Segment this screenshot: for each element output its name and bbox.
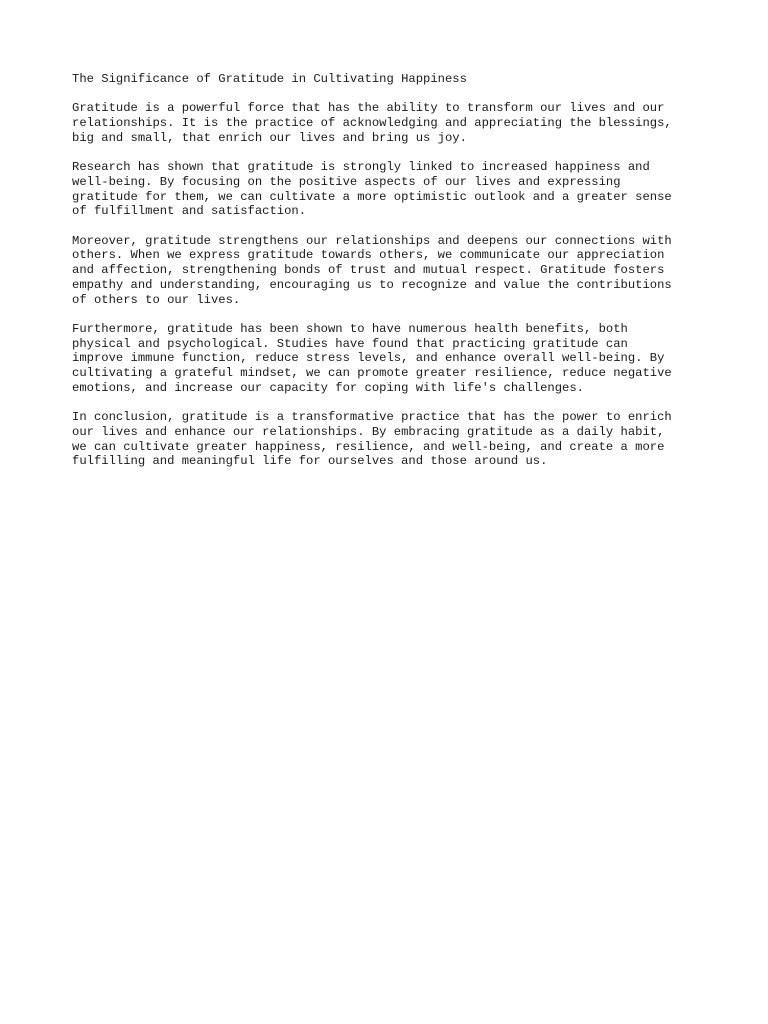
paragraph-line: Moreover, gratitude strengthens our relationships and deepens our connections with <box>72 233 672 248</box>
paragraph-line: Research has shown that gratitude is strongly linked to increased happiness and <box>72 160 650 175</box>
paragraph-line: Furthermore, gratitude has been shown to have numerous health benefits, both <box>72 321 628 336</box>
document-page <box>72 72 712 484</box>
document-title: The Significance of Gratitude in Cultivating Happiness <box>72 72 467 86</box>
paragraph-line: big and small, that enrich our lives and bring us joy. <box>72 130 467 145</box>
paragraph-line: and affection, strengthening bonds of trust and mutual respect. Gratitude fosters <box>72 263 665 278</box>
paragraph-line: others. When we express gratitude towards others, we communicate our appreciation <box>72 248 665 263</box>
paragraph-line: our lives and enhance our relationships. By embracing gratitude as a daily habit, <box>72 424 665 439</box>
paragraph-intro <box>72 101 712 145</box>
paragraph-line: In conclusion, gratitude is a transformative practice that has the power to enrich <box>72 410 672 425</box>
paragraph-health <box>72 322 712 396</box>
paragraph-line: relationships. It is the practice of acknowledging and appreciating the blessings, <box>72 116 672 131</box>
paragraph-line: of fulfillment and satisfaction. <box>72 204 307 219</box>
paragraph-line: emotions, and increase our capacity for coping with life's challenges. <box>72 380 584 395</box>
paragraph-line: we can cultivate greater happiness, resilience, and well-being, and create a more <box>72 439 665 454</box>
paragraph-line: of others to our lives. <box>72 292 241 307</box>
paragraph-research <box>72 160 712 219</box>
paragraph-line: gratitude for them, we can cultivate a more optimistic outlook and a greater sense <box>72 189 672 204</box>
paragraph-line: physical and psychological. Studies have found that practicing gratitude can <box>72 336 628 351</box>
paragraph-relationships <box>72 234 712 308</box>
paragraph-line: Gratitude is a powerful force that has the ability to transform our lives and our <box>72 101 665 116</box>
paragraph-line: cultivating a grateful mindset, we can promote greater resilience, reduce negative <box>72 366 672 380</box>
paragraph-line: empathy and understanding, encouraging us to recognize and value the contributions <box>72 277 672 292</box>
paragraph-conclusion <box>72 410 712 469</box>
paragraph-line: fulfilling and meaningful life for ourselves and those around us. <box>72 454 548 469</box>
paragraph-line: improve immune function, reduce stress levels, and enhance overall well-being. By <box>72 351 665 366</box>
paragraph-line: well-being. By focusing on the positive aspects of our lives and expressing <box>72 174 621 189</box>
